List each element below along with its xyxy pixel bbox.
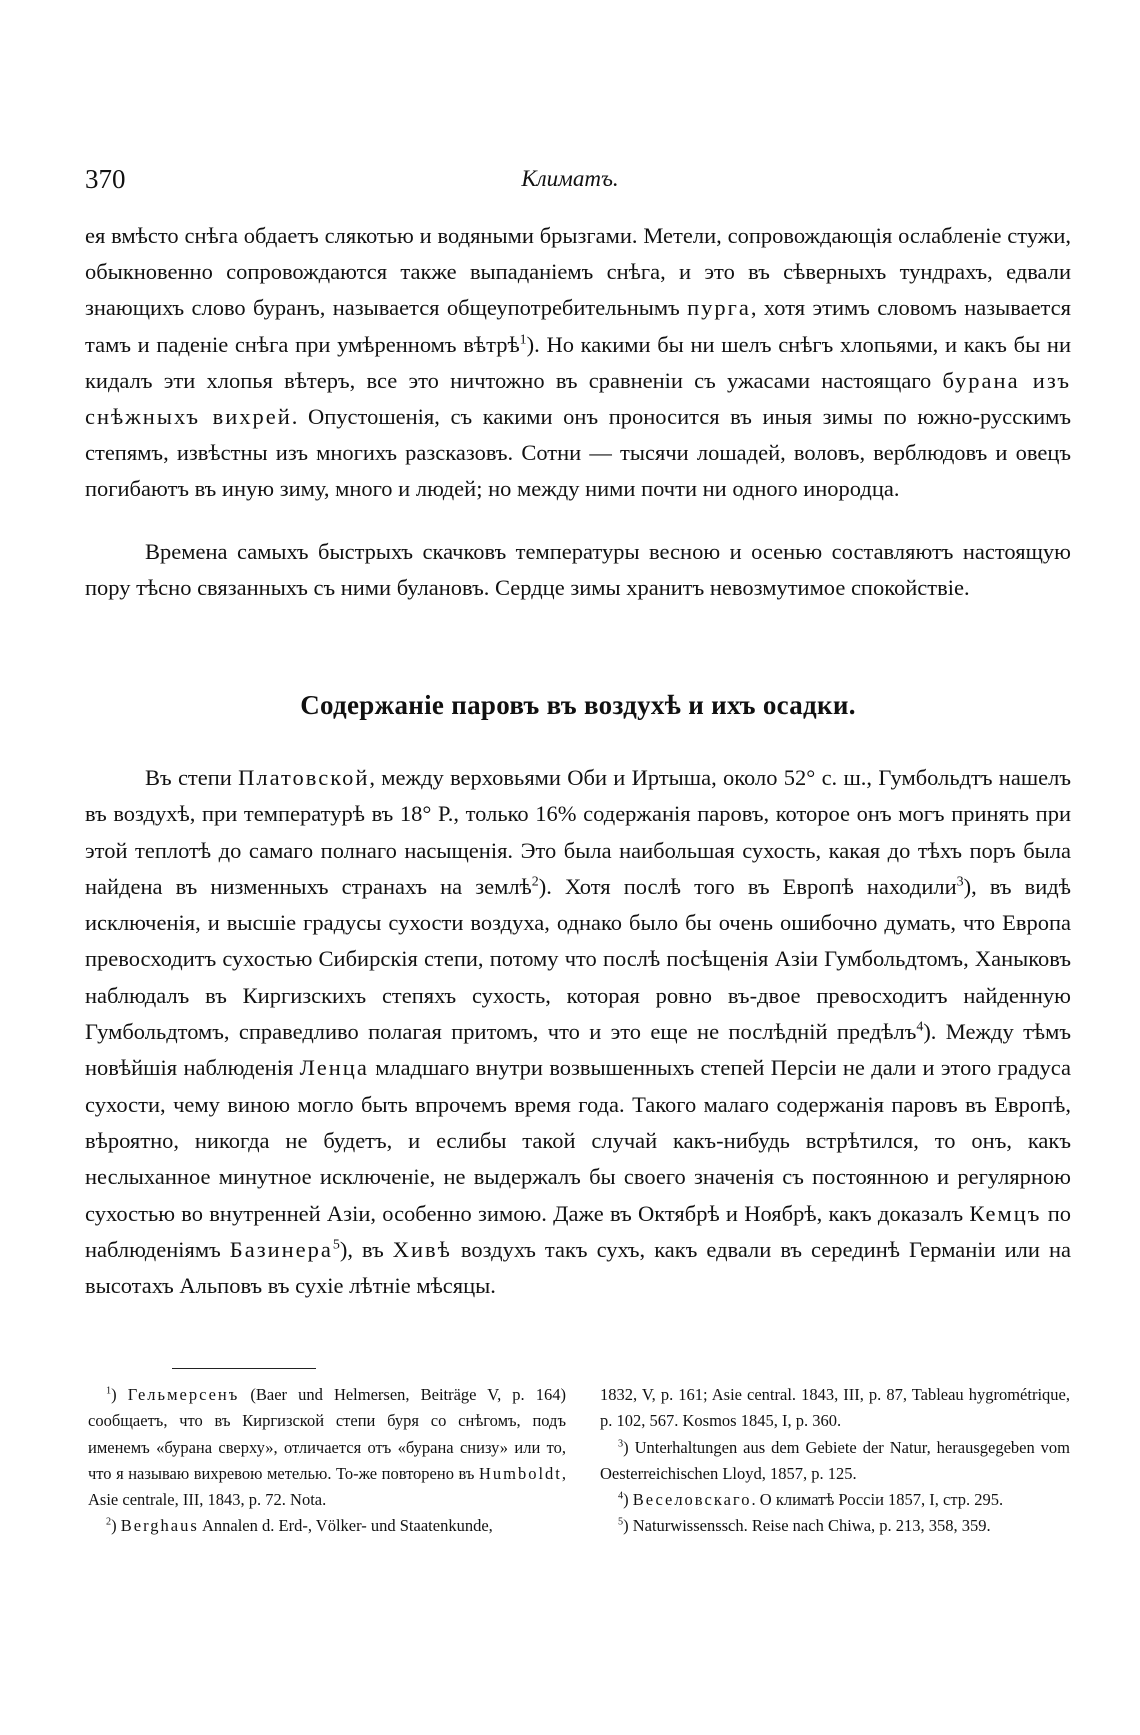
- footnote-ref-1[interactable]: 1: [519, 332, 527, 348]
- place-khiva: Хивѣ: [392, 1236, 452, 1262]
- name-basiner: Базинера: [229, 1236, 333, 1262]
- footnote-divider: [172, 1368, 316, 1369]
- footnote-2: $^2$) Berghaus Annalen d. Erd-, Völker- und Staatenkunde,: [106, 1516, 493, 1536]
- name-lenz: Ленца: [299, 1055, 369, 1081]
- page-header: [85, 164, 1055, 204]
- paragraph-humidity: Въ степи Платовской, между верховьями Оби и Иртыша, около 52° с. ш., Гумбольдтъ нашелъ въ воздухѣ, при температурѣ въ 18° Р., только 16% содержанія паровъ, которое онъ могъ принять при этой теплотѣ до самаго полнаго насыщенія. Это была наибольшая сухость, какая до тѣхъ поръ была найдена въ низменныхъ странахъ на землѣ$^2$). Хотя послѣ того въ Европѣ находили$^3$), въ видѣ исключенія, и высшіе градусы сухости воздуха, однако было бы очень ошибочно думать, что Европа превосходитъ сухостью Сибирскія степи, потому что послѣ посѣщенія Азіи Гумбольдтомъ, Ханыковъ наблюдалъ въ Киргизскихъ степяхъ сухость, которая ровно въ-двое превосходитъ найденную Гумбольдтомъ, справедливо полагая притомъ, что и это еще не послѣдній предѣлъ$^4$). Между тѣмъ новѣйшія наблюденія Ленца младшаго внутри возвышенныхъ степей Персіи не дали и этого градуса сухости, чему виною могло быть впрочемъ время года. Такого малаго содержанія паровъ въ Европѣ, вѣроятно, никогда не будетъ, и еслибы такой случай какъ-нибудь встрѣтился, то онъ, какъ неслыханное минутное исключеніе, не выдержалъ бы своего значенія съ постоянною и регулярною сухостью во внутренней Азіи, особенно зимою. Даже въ Октябрѣ и Ноябрѣ, какъ доказалъ Кемцъ по наблюденіямъ Базинера$^5$), въ Хивѣ воздухъ такъ сухъ, какъ едвали въ серединѣ Германіи или на высотахъ Альповъ въ сухіе лѣтніе мѣсяцы.: [85, 765, 1072, 1299]
- paragraph-temperature-jumps: Времена самыхъ быстрыхъ скачковъ температуры весною и осенью составляютъ настоящую пору тѣсно связанныхъ съ ними булановъ. Сердце зимы хранитъ невозмутимое спокойствіе.: [85, 539, 1071, 601]
- footnote-2-continued: 1832, V, p. 161; Asie central. 1843, III, p. 87, Tableau hygrométrique, p. 102, 567. Kosmos 1845, I, p. 360.: [600, 1385, 1070, 1431]
- page-number: 370: [85, 164, 126, 194]
- footnote-3: $^3$) Unterhaltungen aus dem Gebiete der Natur, herausgegeben vom Oesterreichischen Lloyd, 1857, p. 125.: [600, 1437, 1071, 1483]
- footnote-ref-4[interactable]: 4: [916, 1019, 924, 1035]
- name-kemtz: Кемцъ: [969, 1200, 1042, 1226]
- footnotes-right-column: [600, 1382, 1070, 1540]
- term-purga: пурга: [687, 295, 751, 321]
- term-burana: бурана изъ снѣжныхъ вихрей: [85, 367, 1071, 430]
- running-title: Климатъ.: [521, 166, 619, 191]
- paragraph-blizzards: ея вмѣсто снѣга обдаетъ слякотью и водяными брызгами. Метели, сопровождающія ослабленіе стужи, обыкновенно сопровождаются также выпаданіемъ снѣга, и это въ сѣверныхъ тундрахъ, едвали знающихъ слово буранъ, называется общеупотребительнымъ пурга, хотя этимъ словомъ называется тамъ и паденіе снѣга при умѣренномъ вѣтрѣ$^1$). Но какими бы ни шелъ снѣгъ хлопьями, и какъ бы ни кидалъ эти хлопья вѣтеръ, все это ничтожно въ сравненіи съ ужасами настоящаго бурана изъ снѣжныхъ вихрей. Опустошенія, съ какими онъ проносится въ иныя зимы по южно-русскимъ степямъ, извѣстны изъ многихъ разсказовъ. Сотни — тысячи лошадей, воловъ, верблюдовъ и овецъ погибаютъ въ иную зиму, много и людей; но между ними почти ни одного инородца.: [85, 223, 1071, 502]
- footnotes-left-column: [88, 1382, 566, 1540]
- footnote-ref-5[interactable]: 5: [332, 1237, 340, 1253]
- footnote-ref-3[interactable]: 3: [956, 874, 964, 890]
- footnote-4: $^4$) Веселовскаго. О климатѣ Россіи 1857, I, стр. 295.: [618, 1490, 1004, 1510]
- place-platovskaya: Платовской: [238, 765, 370, 790]
- footnote-5: $^5$) Naturwissenssch. Reise nach Chiwa, p. 213, 358, 359.: [618, 1516, 991, 1536]
- footnote-ref-2[interactable]: 2: [531, 874, 539, 890]
- section-heading: Содержаніе паровъ въ воздухѣ и ихъ осадки.: [300, 690, 856, 720]
- footnote-1: $^1$) Гельмерсенъ (Baer und Helmersen, Beiträge V, p. 164) сообщаетъ, что въ Киргизской степи буря со снѣгомъ, подъ именемъ «бурана сверху», отличается отъ «бурана снизу» или то, что я называю вихревою метелью. То-же повторено въ Humboldt, Asie centrale, III, 1843, p. 72. Nota.: [88, 1385, 567, 1510]
